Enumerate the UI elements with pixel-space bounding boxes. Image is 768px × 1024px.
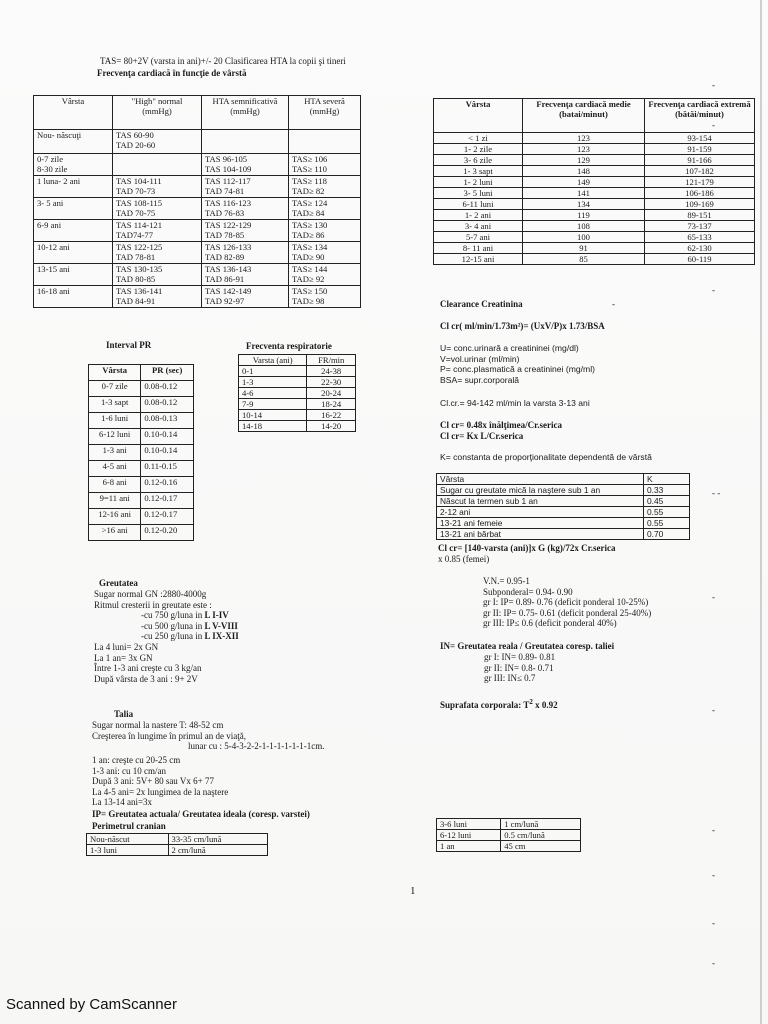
pr-title: Interval PR	[106, 340, 152, 350]
greutatea-line: La 4 luni= 2x GN	[94, 642, 159, 652]
pr-header: Vârsta	[89, 365, 141, 381]
hta-cell-semn: TAS 112-117 TAD 74-81	[202, 176, 289, 198]
pr-cell: 0.10-0.14	[141, 429, 194, 445]
clearance-formula3: Cl cr= Kx L/Cr.serica	[440, 431, 524, 441]
perim-cell: 0.5 cm/lună	[501, 830, 581, 841]
table-row	[434, 199, 755, 210]
in-list	[484, 652, 555, 684]
perim-cell: 33-35 cm/lună	[168, 834, 267, 845]
hta-header: HTA semnificativă (mmHg)	[202, 96, 289, 130]
talia-line: 1-3 ani: cu 10 cm/an	[92, 765, 166, 776]
pr-cell: 0.11-0.15	[141, 461, 194, 477]
pr-cell: 0.12-0.20	[141, 525, 194, 541]
vn-line: gr III: IP≤ 0.6 (deficit ponderal 40%)	[483, 618, 617, 628]
hta-cell-semn: TAS 136-143 TAD 86-91	[202, 264, 289, 286]
fr-header: Varsta (ani)	[239, 355, 307, 366]
fr-cell: 18-24	[307, 399, 356, 410]
table-row	[434, 210, 755, 221]
fr-header: FR/min	[307, 355, 356, 366]
k-table	[436, 473, 690, 540]
clearance-formula4: Cl cr= [140-varsta (ani)]x G (kg)/72x Cr.serica	[438, 543, 616, 553]
table-row	[437, 819, 581, 830]
table-row	[437, 841, 581, 852]
fc-cell: 3- 4 ani	[434, 221, 523, 232]
ritm-text: -cu 500 g/luna in	[141, 620, 205, 631]
fr-table	[238, 354, 356, 432]
perim-cell: Nou-născut	[87, 834, 169, 845]
fc-cell: 8- 11 ani	[434, 243, 523, 254]
k-cell: 0.70	[644, 529, 690, 540]
fr-cell: 1-3	[239, 377, 307, 388]
k-cell: 0.33	[644, 485, 690, 496]
k-definition: K= constanta de proporţionalitate dependentă de vârstă	[440, 452, 652, 462]
talia-line: Creşterea în lungime în primul an de viaţă,	[92, 730, 246, 741]
fc-cell: 12-15 ani	[434, 254, 523, 265]
table-row	[437, 507, 690, 518]
clearance-formula1: Cl cr( ml/min/1.73m²)= (UxV/P)x 1.73/BSA	[440, 321, 605, 331]
table-row	[89, 413, 194, 429]
fc-cell: 1- 2 ani	[434, 210, 523, 221]
perim-cell: 1 an	[437, 841, 501, 852]
greutatea-line: Ritmul cresterii in greutate este :	[94, 599, 212, 610]
pr-cell: 0.12-0.16	[141, 477, 194, 493]
fc-cell: 65-133	[645, 232, 755, 243]
table-row	[89, 461, 194, 477]
fr-body	[239, 366, 356, 432]
table-row	[34, 286, 361, 308]
perim-cell: 1 cm/lună	[501, 819, 581, 830]
clearance-definitions	[440, 343, 595, 385]
talia-title: Talia	[114, 709, 134, 719]
perim-right-body	[437, 819, 581, 852]
clearance-formula4b: x 0.85 (femei)	[438, 554, 490, 564]
perim-left-table	[86, 833, 268, 856]
ritm-text: -cu 750 g/luna in	[141, 610, 205, 620]
hta-cell-age: Nou- născuţi	[34, 130, 113, 154]
fc-cell: 5-7 ani	[434, 232, 523, 243]
perim-left-body	[87, 834, 268, 856]
table-row	[434, 144, 755, 155]
greutatea-line: Între 1-3 ani creşte cu 3 kg/an	[94, 663, 202, 673]
table-row	[34, 130, 361, 154]
hta-header: "High" normal (mmHg)	[113, 96, 202, 130]
k-cell: Născut la termen sub 1 an	[437, 496, 644, 507]
k-cell: 0.45	[644, 496, 690, 507]
scan-mark: -	[712, 825, 715, 835]
perim-right-table	[436, 818, 581, 852]
hta-cell-semn: TAS 96-105 TAS 104-109	[202, 154, 289, 176]
pr-cell: 1-3 sapt	[89, 397, 141, 413]
pr-body	[89, 381, 194, 541]
pr-cell: 0-7 zile	[89, 381, 141, 397]
talia-line: Sugar normal la nastere T: 48-52 cm	[92, 720, 224, 730]
fr-cell: 4-6	[239, 388, 307, 399]
table-row	[434, 166, 755, 177]
table-row	[437, 496, 690, 507]
k-cell: 13-21 ani femeie	[437, 518, 644, 529]
hta-cell-severa: TAS≥ 106 TAS≥ 110	[289, 154, 361, 176]
talia-line: După 3 ani: 5V+ 80 sau Vx 6+ 77	[92, 776, 214, 786]
hta-header: Vârsta	[34, 96, 113, 130]
table-row	[434, 177, 755, 188]
fc-body	[434, 133, 755, 265]
clearance-formula2: Cl cr= 0.48x înălţimea/Cr.serica	[440, 420, 563, 430]
ritm-period: L IX-XII	[204, 631, 239, 641]
greutatea-after	[94, 642, 201, 684]
table-row	[34, 176, 361, 198]
fc-table	[433, 98, 755, 265]
table-row	[239, 421, 356, 432]
talia-line: 1 an: creşte cu 20-25 cm	[92, 755, 181, 765]
hta-cell-normal: TAS 60-90 TAD 20-60	[113, 130, 202, 154]
fr-cell: 7-9	[239, 399, 307, 410]
fc-cell: 107-182	[645, 166, 755, 177]
table-row	[434, 188, 755, 199]
fc-cell: 62-130	[645, 243, 755, 254]
table-row	[89, 429, 194, 445]
scan-mark: -	[712, 870, 715, 880]
fc-cell: 141	[523, 188, 645, 199]
clearance-title: Clearance Creatinina	[440, 299, 523, 309]
hta-cell-normal	[113, 154, 202, 176]
pr-cell: 6-8 ani	[89, 477, 141, 493]
hta-cell-severa: TAS≥ 130 TAD≥ 86	[289, 220, 361, 242]
table-row	[239, 399, 356, 410]
k-header: K	[644, 474, 690, 485]
hta-cell-normal: TAS 130-135 TAD 80-85	[113, 264, 202, 286]
definition-line: P= conc.plasmatică a creatininei (mg/ml)	[440, 364, 595, 374]
fc-cell: 93-154	[645, 133, 755, 144]
pr-cell: 1-6 luni	[89, 413, 141, 429]
ritm-text: -cu 250 g/luna in	[141, 631, 205, 641]
table-row	[89, 525, 194, 541]
table-row	[89, 509, 194, 525]
ritm-line	[141, 631, 239, 642]
table-row	[87, 845, 268, 856]
vn-line: V.N.= 0.95-1	[483, 576, 530, 586]
table-row	[434, 155, 755, 166]
k-cell: 0.55	[644, 507, 690, 518]
hta-cell-semn: TAS 142-149 TAD 92-97	[202, 286, 289, 308]
table-row	[89, 397, 194, 413]
table-row	[434, 243, 755, 254]
fr-cell: 14-20	[307, 421, 356, 432]
pr-cell: 0.10-0.14	[141, 445, 194, 461]
perim-cell: 2 cm/lună	[168, 845, 267, 856]
fc-cell: 106-186	[645, 188, 755, 199]
hta-cell-semn	[202, 130, 289, 154]
perim-cell: 6-12 luni	[437, 830, 501, 841]
scan-mark: -	[712, 80, 715, 90]
table-row	[239, 366, 356, 377]
perimetrul-title: Perimetrul cranian	[92, 821, 166, 831]
hta-cell-normal: TAS 108-115 TAD 70-75	[113, 198, 202, 220]
table-row	[434, 232, 755, 243]
table-row	[89, 381, 194, 397]
k-header: Vârsta	[437, 474, 644, 485]
perim-cell: 45 cm	[501, 841, 581, 852]
fc-cell: 109-169	[645, 199, 755, 210]
scan-mark: -	[712, 120, 715, 130]
perim-cell: 1-3 luni	[87, 845, 169, 856]
pr-table	[88, 364, 194, 541]
hta-cell-semn: TAS 116-123 TAD 76-83	[202, 198, 289, 220]
pr-cell: >16 ani	[89, 525, 141, 541]
fc-cell: 1- 2 luni	[434, 177, 523, 188]
scan-mark: -	[612, 299, 615, 309]
greutatea-ritm	[141, 610, 239, 642]
fr-cell: 24-38	[307, 366, 356, 377]
hta-table	[33, 95, 361, 308]
table-row	[87, 834, 268, 845]
in-line: gr III: IN≤ 0.7	[484, 673, 536, 683]
hta-cell-semn: TAS 126-133 TAD 82-89	[202, 242, 289, 264]
hta-header: HTA severă (mmHg)	[289, 96, 361, 130]
fr-cell: 14-18	[239, 421, 307, 432]
pr-cell: 9=11 ani	[89, 493, 141, 509]
k-cell: Sugar cu greutate mică la naştere sub 1 an	[437, 485, 644, 496]
table-row	[239, 388, 356, 399]
in-line: gr I: IN= 0.89- 0.81	[484, 652, 556, 662]
hta-cell-age: 13-15 ani	[34, 264, 113, 286]
hta-cell-normal: TAS 136-141 TAD 84-91	[113, 286, 202, 308]
scan-mark: -	[712, 592, 715, 602]
fc-cell: 6-11 luni	[434, 199, 523, 210]
vn-line: gr II: IP= 0.75- 0.61 (deficit ponderal 25-40%)	[483, 607, 652, 618]
greutatea-list	[94, 589, 212, 610]
talia-after	[92, 755, 228, 808]
fc-cell: 91-159	[645, 144, 755, 155]
vn-line: gr I: IP= 0.89- 0.76 (deficit ponderal 10-25%)	[483, 597, 649, 607]
fc-cell: < 1 zi	[434, 133, 523, 144]
talia-list	[92, 720, 246, 741]
talia-lunar: lunar cu : 5-4-3-2-2-1-1-1-1-1-1-1cm.	[188, 741, 325, 751]
ip-formula: IP= Greutatea actuala/ Greutatea ideala (coresp. varstei)	[92, 809, 310, 819]
fr-title: Frecventa respiratorie	[246, 341, 332, 351]
fc-cell: 123	[523, 133, 645, 144]
freq-title: Frecvenţa cardiacă în funcţie de vârstă	[97, 68, 247, 78]
table-row	[434, 254, 755, 265]
fc-header: Vârsta	[434, 99, 523, 133]
table-row	[34, 220, 361, 242]
table-row	[89, 445, 194, 461]
fc-cell: 3- 5 luni	[434, 188, 523, 199]
k-cell: 0.55	[644, 518, 690, 529]
table-row	[434, 221, 755, 232]
hta-cell-normal: TAS 122-125 TAD 78-81	[113, 242, 202, 264]
hta-cell-age: 0-7 zile 8-30 zile	[34, 154, 113, 176]
table-row	[437, 529, 690, 540]
table-row	[89, 493, 194, 509]
fr-cell: 16-22	[307, 410, 356, 421]
hta-cell-severa: TAS≥ 150 TAD≥ 98	[289, 286, 361, 308]
scan-mark: -	[712, 285, 715, 295]
in-title: IN= Greutatea reala / Greutatea coresp. taliei	[440, 641, 615, 651]
fc-cell: 1- 3 sapt	[434, 166, 523, 177]
talia-line: La 13-14 ani=3x	[92, 797, 153, 807]
fc-header: Frecvenţa cardiacă medie (bataі/minut)	[523, 99, 645, 133]
hta-cell-age: 1 luna- 2 ani	[34, 176, 113, 198]
fc-cell: 3- 6 zile	[434, 155, 523, 166]
greutatea-title: Greutatea	[99, 578, 138, 588]
hta-cell-age: 10-12 ani	[34, 242, 113, 264]
hta-cell-severa: TAS≥ 124 TAD≥ 84	[289, 198, 361, 220]
table-row	[34, 198, 361, 220]
definition-line: BSA= supr.corporală	[440, 374, 520, 385]
suprafata-corporala: Suprafata corporala: $T^2$ x 0.92	[440, 698, 558, 710]
vn-line: Subponderal= 0.94- 0.90	[483, 586, 573, 597]
hta-cell-age: 3- 5 ani	[34, 198, 113, 220]
fr-cell: 20-24	[307, 388, 356, 399]
table-row	[437, 830, 581, 841]
pr-cell: 6-12 luni	[89, 429, 141, 445]
k-body	[437, 485, 690, 540]
fc-cell: 121-179	[645, 177, 755, 188]
pr-cell: 0.08-0.12	[141, 381, 194, 397]
hta-body	[34, 130, 361, 308]
table-row	[434, 133, 755, 144]
fr-cell: 10-14	[239, 410, 307, 421]
fc-cell: 134	[523, 199, 645, 210]
in-line: gr II: IN= 0.8- 0.71	[484, 662, 554, 673]
hta-cell-normal: TAS 114-121 TAD74-77	[113, 220, 202, 242]
fc-cell: 149	[523, 177, 645, 188]
fc-cell: 89-151	[645, 210, 755, 221]
definition-line: V=vol.urinar (ml/min)	[440, 353, 520, 364]
pr-header: PR (sec)	[141, 365, 194, 381]
camscanner-footer: Scanned by CamScanner	[6, 996, 177, 1013]
table-row	[239, 410, 356, 421]
scan-mark: -	[712, 918, 715, 928]
table-row	[437, 518, 690, 529]
hta-cell-severa: TAS≥ 134 TAD≥ 90	[289, 242, 361, 264]
ritm-period: L V-VIII	[204, 620, 238, 631]
fc-cell: 123	[523, 144, 645, 155]
hta-cell-severa	[289, 130, 361, 154]
fc-cell: 91-166	[645, 155, 755, 166]
hta-cell-severa: TAS≥ 118 TAD≥ 82	[289, 176, 361, 198]
fr-cell: 0-1	[239, 366, 307, 377]
fc-cell: 91	[523, 243, 645, 254]
perim-cell: 3-6 luni	[437, 819, 501, 830]
greutatea-line: Sugar normal GN :2880-4000g	[94, 589, 207, 599]
table-row	[34, 154, 361, 176]
definition-line: U= conc.urinară a creatininei (mg/dl)	[440, 343, 579, 353]
hta-cell-semn: TAS 122-129 TAD 78-85	[202, 220, 289, 242]
fc-cell: 148	[523, 166, 645, 177]
table-row	[437, 485, 690, 496]
k-cell: 2-12 ani	[437, 507, 644, 518]
tas-formula: TAS= 80+2V (varsta in ani)+/- 20 Clasificarea HTA la copii şi tineri	[100, 56, 346, 66]
scan-mark: -	[712, 705, 715, 715]
greutatea-line: La 1 an= 3x GN	[94, 652, 153, 663]
hta-cell-age: 6-9 ani	[34, 220, 113, 242]
fc-cell: 60-119	[645, 254, 755, 265]
fc-cell: 73-137	[645, 221, 755, 232]
hta-cell-age: 16-18 ani	[34, 286, 113, 308]
hta-cell-severa: TAS≥ 144 TAD≥ 92	[289, 264, 361, 286]
fc-cell: 129	[523, 155, 645, 166]
pr-cell: 12-16 ani	[89, 509, 141, 525]
table-row	[239, 377, 356, 388]
clearance-normal: Cl.cr.= 94-142 ml/min la varsta 3-13 ani	[440, 398, 590, 408]
fc-header: Frecvenţa cardiacă extremă (bătăi/minut)	[645, 99, 755, 133]
greutatea-line: După vârsta de 3 ani : 9+ 2V	[94, 673, 198, 684]
scan-mark: - -	[712, 488, 721, 498]
ritm-line	[141, 621, 239, 632]
table-row	[34, 242, 361, 264]
ritm-line	[141, 610, 239, 621]
pr-cell: 0.12-0.17	[141, 493, 194, 509]
table-row	[89, 477, 194, 493]
fc-cell: 1- 2 zile	[434, 144, 523, 155]
page-number: 1	[410, 885, 416, 897]
fc-cell: 108	[523, 221, 645, 232]
ritm-period: L I-IV	[204, 610, 229, 620]
pr-cell: 1-3 ani	[89, 445, 141, 461]
fc-cell: 100	[523, 232, 645, 243]
talia-line: La 4-5 ani= 2x lungimea de la naştere	[92, 786, 229, 797]
table-row	[34, 264, 361, 286]
pr-cell: 0.08-0.12	[141, 397, 194, 413]
hta-cell-normal: TAS 104-111 TAD 70-73	[113, 176, 202, 198]
pr-cell: 0.12-0.17	[141, 509, 194, 525]
scan-mark: -	[712, 958, 715, 968]
pr-cell: 0.08-0.13	[141, 413, 194, 429]
fc-cell: 85	[523, 254, 645, 265]
k-cell: 13-21 ani bărbat	[437, 529, 644, 540]
page-edge	[760, 0, 762, 1024]
pr-cell: 4-5 ani	[89, 461, 141, 477]
fc-cell: 119	[523, 210, 645, 221]
vn-list	[483, 576, 651, 629]
fr-cell: 22-30	[307, 377, 356, 388]
